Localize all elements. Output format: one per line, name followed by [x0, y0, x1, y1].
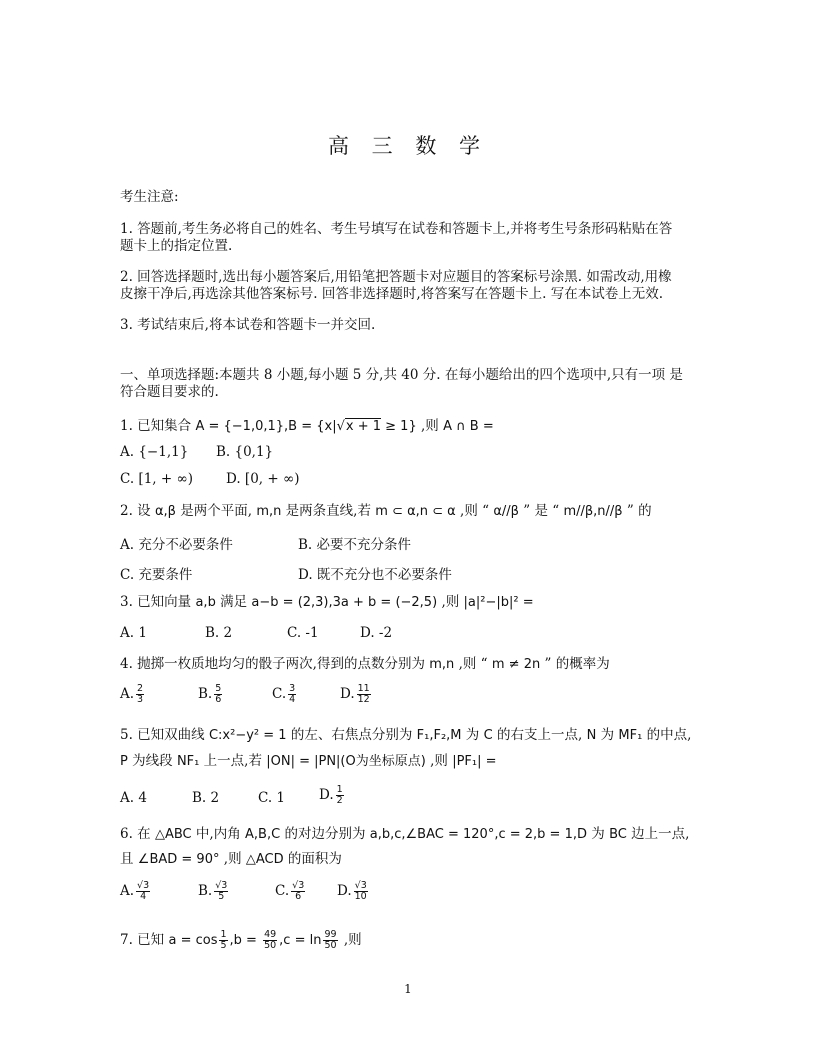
q6-option-a: A. $\frac{√3}{4}$ [120, 880, 150, 902]
page-title: 高 三 数 学 [327, 134, 489, 158]
q1-option-a: A. {−1,1} [120, 444, 189, 460]
question-6-stem-line2: 且 ∠BAD = 90° ,则 △ACD 的面积为 [120, 851, 342, 867]
question-5-stem-line2: P 为线段 NF₁ 上一点,若 |ON| = |PN|(O为坐标原点) ,则 |PF₁| = [120, 753, 497, 769]
q4-option-a: A. $\frac{2}{3}$ [120, 683, 144, 705]
question-1-stem: 1. 已知集合 A = {−1,0,1},B = {x|√x + 1 ≥ 1} ,则 A ∩ B = [120, 418, 494, 434]
q4-option-c: C. $\frac{3}{4}$ [272, 683, 296, 705]
q4-option-d: D. $\frac{11}{12}$ [340, 683, 370, 705]
q3-option-d: D. -2 [360, 625, 393, 641]
question-3-stem: 3. 已知向量 a,b 满足 a−b = (2,3),3a + b = (−2,5) ,则 |a|²−|b|² = [120, 594, 534, 610]
q5-option-d: D. $\frac{1}{2}$ [319, 784, 343, 806]
question-7-stem: 7. 已知 a = cos $\frac{1}{5}$ ,b = $\frac{49}{50}$ ,c = ln $\frac{99}{50}$ ,则 [120, 929, 362, 951]
q3-option-b: B. 2 [205, 625, 233, 641]
q6-option-c: C. $\frac{√3}{6}$ [275, 880, 305, 902]
page-number: 1 [404, 982, 412, 996]
notice-line: 3. 考试结束后,将本试卷和答题卡一并交回. [120, 317, 376, 333]
notice-line: 皮擦干净后,再选涂其他答案标号. 回答非选择题时,将答案写在答题卡上. 写在本试卷上无效. [120, 286, 664, 302]
question-4-stem: 4. 抛掷一枚质地均匀的骰子两次,得到的点数分别为 m,n ,则 “ m ≠ 2n ” 的概率为 [120, 656, 610, 672]
q1-option-b: B. {0,1} [216, 444, 274, 460]
q1-option-c: C. [1, + ∞) [120, 471, 193, 487]
q6-option-d: D. $\frac{√3}{10}$ [337, 880, 367, 902]
notice-header: 考生注意: [120, 189, 179, 205]
notice-line: 2. 回答选择题时,选出每小题答案后,用铅笔把答题卡对应题目的答案标号涂黑. 如需改动,用橡 [120, 269, 672, 285]
q5-option-b: B. 2 [192, 790, 220, 806]
q3-option-c: C. -1 [287, 625, 319, 641]
question-6-stem-line1: 6. 在 △ABC 中,内角 A,B,C 的对边分别为 a,b,c,∠BAC = 120°,c = 2,b = 1,D 为 BC 边上一点, [120, 826, 690, 842]
q2-option-c: C. 充要条件 [120, 567, 193, 583]
q2-option-d: D. 既不充分也不必要条件 [298, 567, 452, 583]
question-5-stem-line1: 5. 已知双曲线 C:x²−y² = 1 的左、右焦点分别为 F₁,F₂,M 为 C 的右支上一点, N 为 MF₁ 的中点, [120, 727, 692, 743]
q2-option-a: A. 充分不必要条件 [120, 537, 233, 553]
notice-line: 1. 答题前,考生务必将自己的姓名、考生号填写在试卷和答题卡上,并将考生号条形码粘贴在答 [120, 221, 673, 237]
section-heading: 符合题目要求的. [120, 384, 219, 400]
q5-option-a: A. 4 [120, 790, 147, 806]
q4-option-b: B. $\frac{5}{6}$ [198, 683, 222, 705]
q5-option-c: C. 1 [258, 790, 286, 806]
q2-option-b: B. 必要不充分条件 [298, 537, 412, 553]
q3-option-a: A. 1 [120, 625, 147, 641]
question-2-stem: 2. 设 α,β 是两个平面, m,n 是两条直线,若 m ⊂ α,n ⊂ α ,则 “ α//β ” 是 “ m//β,n//β ” 的 [120, 503, 652, 519]
section-heading: 一、单项选择题:本题共 8 小题,每小题 5 分,共 40 分. 在每小题给出的四个选项中,只有一项 是 [120, 367, 683, 383]
notice-line: 题卡上的指定位置. [120, 238, 233, 254]
q1-option-d: D. [0, + ∞) [226, 471, 300, 487]
q6-option-b: B. $\frac{√3}{5}$ [198, 880, 228, 902]
